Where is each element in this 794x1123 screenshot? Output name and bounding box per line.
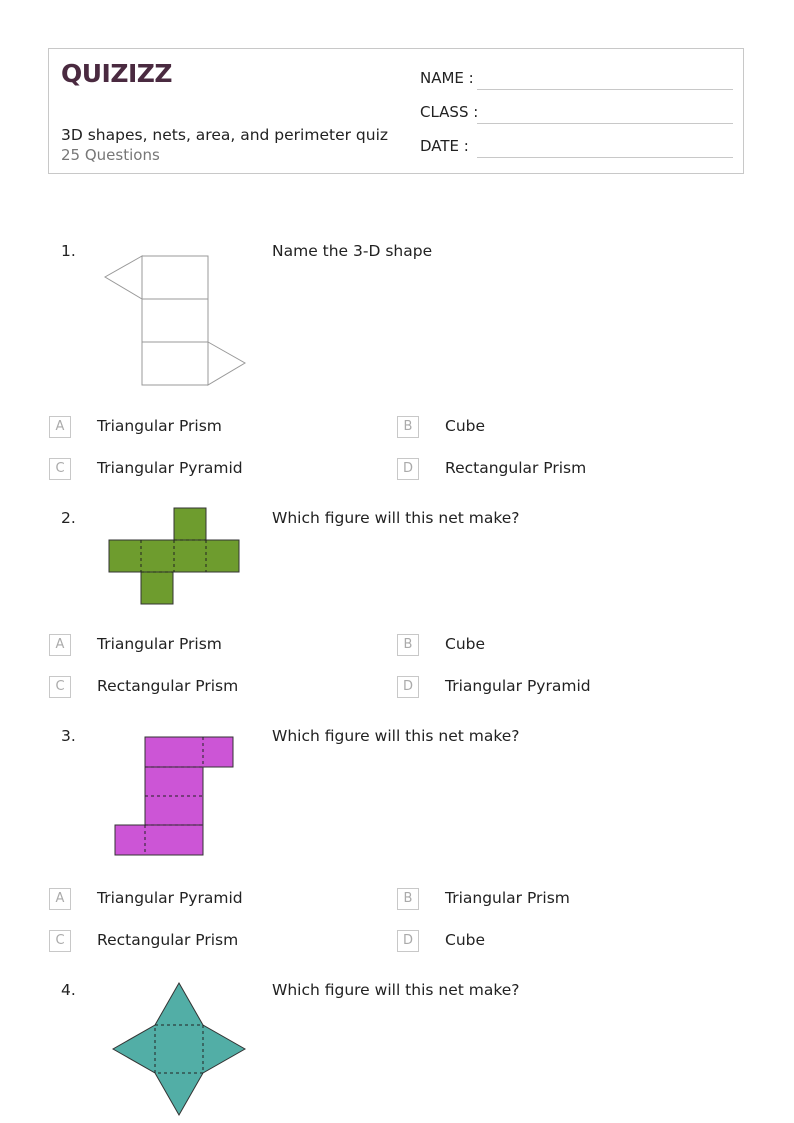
rectangular-prism-net-icon <box>112 734 238 860</box>
option-letter: D <box>397 930 419 952</box>
option-letter: A <box>49 888 71 910</box>
option-text: Triangular Prism <box>445 889 570 907</box>
option-text: Triangular Pyramid <box>97 459 243 477</box>
question-1-text: Name the 3-D shape <box>272 242 433 260</box>
class-label: CLASS : <box>420 103 479 121</box>
option-letter: B <box>397 888 419 910</box>
option-text: Cube <box>445 931 486 949</box>
date-line[interactable] <box>477 157 733 158</box>
square-pyramid-net-icon <box>108 980 250 1118</box>
question-3-text: Which figure will this net make? <box>272 727 520 745</box>
question-2-text: Which figure will this net make? <box>272 509 520 527</box>
option-text: Cube <box>445 417 486 435</box>
option-letter: C <box>49 458 71 480</box>
question-2-number: 2. <box>61 509 76 527</box>
quizizz-logo: QUIZIZZ <box>61 59 173 88</box>
question-1-number: 1. <box>61 242 76 260</box>
name-line[interactable] <box>477 89 733 90</box>
class-line[interactable] <box>477 123 733 124</box>
option-letter: B <box>397 634 419 656</box>
name-label: NAME : <box>420 69 474 87</box>
option-text: Triangular Prism <box>97 635 222 653</box>
question-3-number: 3. <box>61 727 76 745</box>
option-letter: C <box>49 930 71 952</box>
option-letter: D <box>397 458 419 480</box>
quiz-title: 3D shapes, nets, area, and perimeter quiz <box>61 126 389 144</box>
option-text: Cube <box>445 635 486 653</box>
option-text: Triangular Prism <box>97 417 222 435</box>
worksheet-header <box>48 48 744 174</box>
option-letter: A <box>49 634 71 656</box>
option-text: Triangular Pyramid <box>445 677 591 695</box>
option-letter: B <box>397 416 419 438</box>
question-4-text: Which figure will this net make? <box>272 981 520 999</box>
option-letter: C <box>49 676 71 698</box>
question-count: 25 Questions <box>61 146 160 164</box>
triangular-prism-net-icon <box>100 252 250 392</box>
question-4-number: 4. <box>61 981 76 999</box>
option-text: Rectangular Prism <box>97 931 239 949</box>
cube-net-icon <box>106 506 242 608</box>
option-text: Triangular Pyramid <box>97 889 243 907</box>
option-text: Rectangular Prism <box>97 677 239 695</box>
option-letter: D <box>397 676 419 698</box>
date-label: DATE : <box>420 137 469 155</box>
option-text: Rectangular Prism <box>445 459 587 477</box>
option-letter: A <box>49 416 71 438</box>
